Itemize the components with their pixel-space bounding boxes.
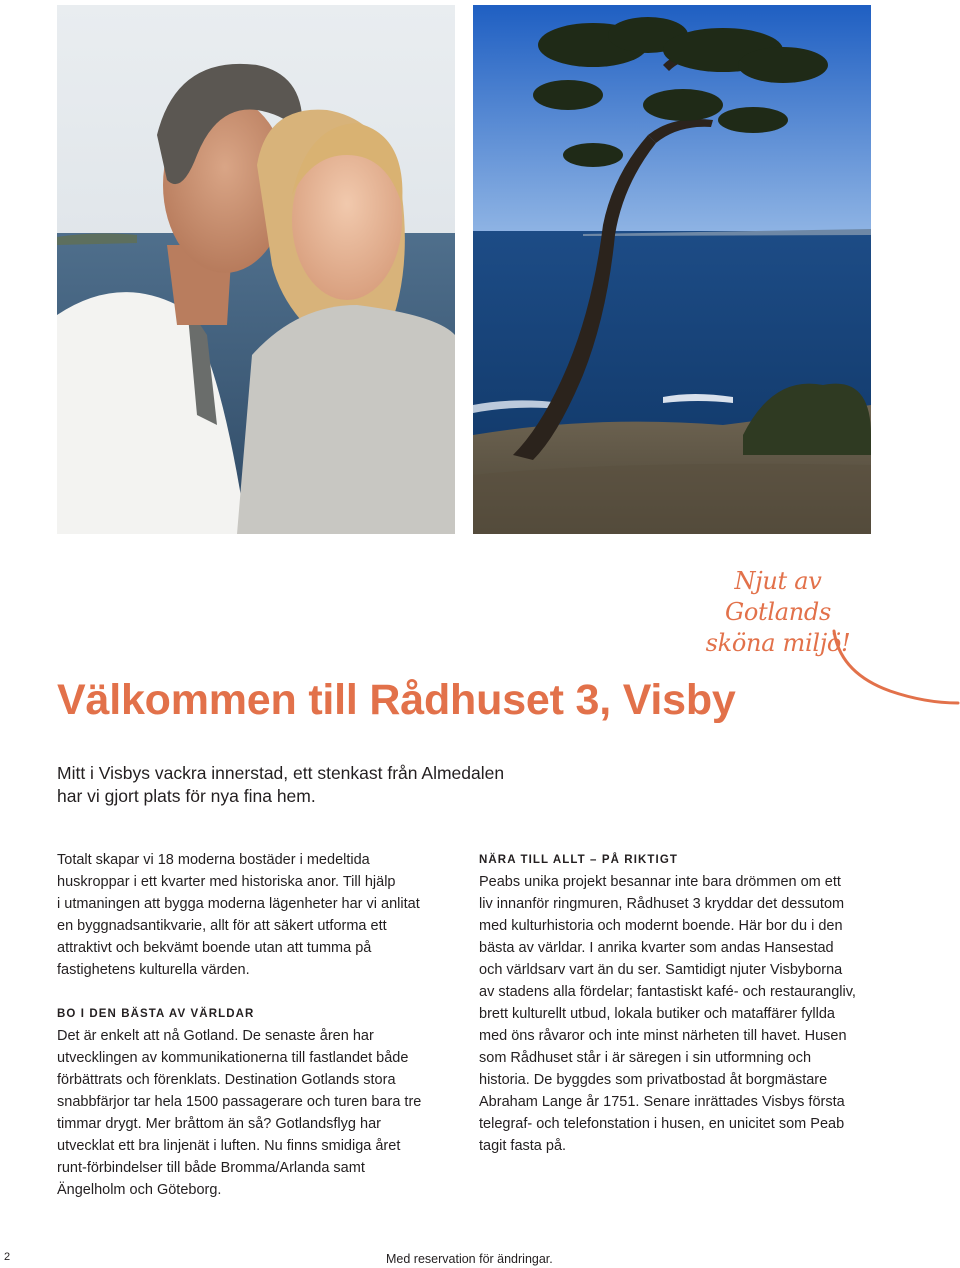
tree-coast-photo — [473, 5, 871, 534]
text-line: Totalt skapar vi 18 moderna bostäder i medeltida — [57, 852, 370, 868]
text-line: telegraf- och telefonstation i husen, en unicitet som Peab — [479, 1116, 845, 1132]
left-column — [57, 849, 457, 1201]
text-line: fastighetens kulturella värden. — [57, 962, 250, 978]
tagline-swoosh — [820, 625, 960, 710]
footer-note: Med reservation för ändringar. — [386, 1252, 553, 1266]
tagline-line-1: Njut av Gotlands — [725, 567, 831, 626]
right-column — [479, 849, 889, 1157]
text-line: en byggnadsantikvarie, allt för att säkert utforma ett — [57, 918, 387, 934]
text-line: med kulturhistoria och modernt boende. Här bor du i den — [479, 918, 843, 934]
lead-line: Mitt i Visbys vackra innerstad, ett stenkast från Almedalen — [57, 763, 505, 783]
text-line: brett kulturellt utbud, lokala butiker och mataffärer fyllda — [479, 1006, 835, 1022]
text-line: attraktivt och bekvämt boende utan att tumma på — [57, 940, 372, 956]
text-line: runt-förbindelser till både Bromma/Arlanda samt — [57, 1160, 365, 1176]
text-line: Det är enkelt att nå Gotland. De senaste åren har — [57, 1028, 374, 1044]
body-paragraph — [57, 1025, 457, 1201]
lead-paragraph — [57, 762, 577, 808]
text-line: huskroppar i ett kvarter med historiska anor. Till hjälp — [57, 874, 396, 890]
text-line: Abraham Lange år 1751. Senare inrättades Visbys första — [479, 1094, 845, 1110]
tagline-line-2: sköna miljö! — [705, 629, 851, 657]
text-line: utvecklat ett bra linjenät i luften. Nu finns smidiga året — [57, 1138, 401, 1154]
text-line: liv innanför ringmuren, Rådhuset 3 kryddar det dessutom — [479, 896, 845, 912]
text-line: av stadens alla fördelar; fantastiskt kafé- och restaurangliv, — [479, 984, 856, 1000]
text-line: Peabs unika projekt besannar inte bara drömmen om ett — [479, 874, 841, 890]
text-line: förbättrats och förenklats. Destination Gotlands stora — [57, 1072, 396, 1088]
text-line: utvecklingen av kommunikationerna till fastlandet både — [57, 1050, 409, 1066]
section-heading-nara: NÄRA TILL ALLT – PÅ RIKTIGT — [479, 854, 678, 866]
page-number: 2 — [4, 1251, 11, 1263]
section-heading-bo: BO I DEN BÄSTA AV VÄRLDAR — [57, 1008, 255, 1020]
text-line: med öns råvaror och inte minst närheten till havet. Husen — [479, 1028, 847, 1044]
intro-paragraph — [57, 849, 457, 981]
text-line: timmar drygt. Mer bråttom än så? Gotlandsflyg har — [57, 1116, 381, 1132]
text-line: och världsarv vart än du ser. Samtidigt njuter Visbyborna — [479, 962, 843, 978]
body-paragraph — [479, 871, 889, 1157]
text-line: historia. De byggdes som privatbostad åt borgmästare — [479, 1072, 828, 1088]
lead-line: har vi gjort plats för nya fina hem. — [57, 786, 316, 806]
couple-photo — [57, 5, 455, 534]
text-line: snabbfärjor tar hela 1500 passagerare och turen bara tre — [57, 1094, 422, 1110]
text-line: tagit fasta på. — [479, 1138, 567, 1154]
text-line: bästa av världar. I anrika kvarter som andas Hansestad — [479, 940, 834, 956]
text-line: Ängelholm och Göteborg. — [57, 1182, 222, 1198]
page-title: Välkommen till Rådhuset 3, Visby — [57, 676, 736, 724]
text-line: som Rådhuset står i är säregen i sin utformning och — [479, 1050, 812, 1066]
text-line: i utmaningen att bygga moderna lägenheter har vi anlitat — [57, 896, 420, 912]
